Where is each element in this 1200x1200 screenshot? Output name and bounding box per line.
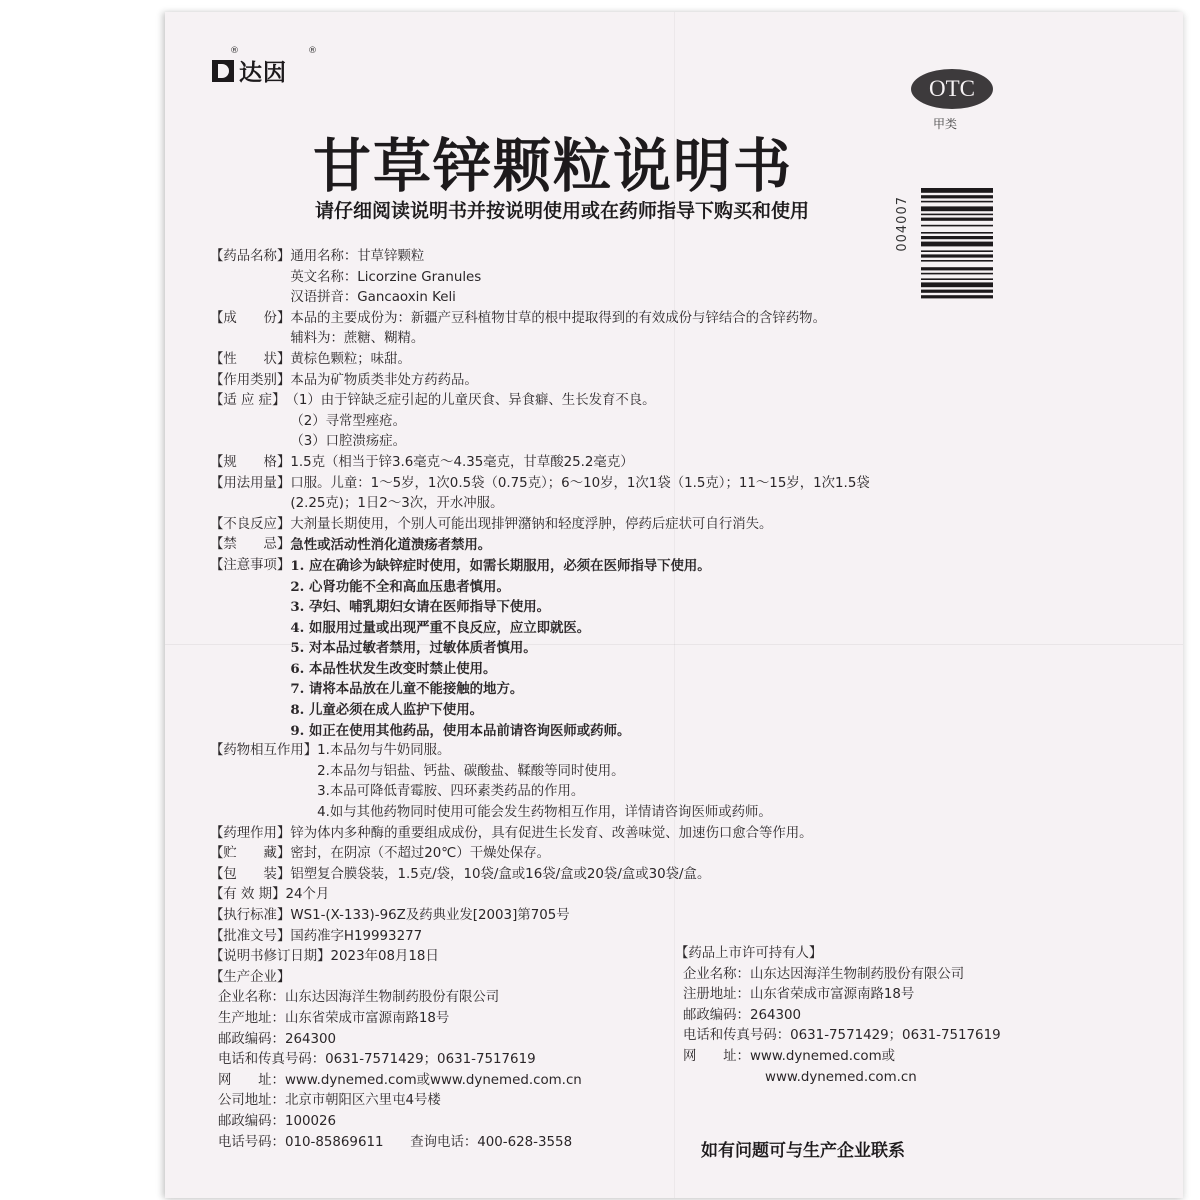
section-label: 【包 装】 (210, 866, 291, 882)
sections-list (210, 247, 970, 968)
section-value: 1.本品勿与牛奶同服。 (317, 743, 451, 759)
section-adverse (210, 515, 970, 536)
contact-field-label: 企业名称： (218, 990, 285, 1006)
section-value: 7. 请将本品放在儿童不能接触的地方。 (290, 681, 524, 698)
section-value: 密封，在阴凉（不超过20℃）干燥处保存。 (290, 846, 551, 862)
contact-field-value: 100026 (284, 1113, 337, 1129)
contact-field-label: 电话和传真号码： (218, 1052, 326, 1068)
manufacturer-label: 【生产企业】 (210, 969, 291, 985)
brand-logo (212, 46, 317, 87)
section-standard (210, 906, 970, 927)
section-label: 【用法用量】 (210, 475, 291, 491)
section-value: 通用名称：甘草锌颗粒 (290, 249, 425, 264)
brand-name: 达因 (239, 60, 287, 86)
barcode-bar (921, 232, 993, 234)
contact-field-label: 网 址： (683, 1048, 750, 1064)
otc-class: 甲类 (933, 117, 958, 131)
section-composition (210, 309, 970, 350)
holder-fields (675, 965, 1001, 1089)
section-value: 3.本品可降低青霉胺、四环素类药品的作用。 (317, 784, 585, 800)
section-interactions (210, 741, 970, 823)
contact-row (675, 1006, 1001, 1027)
otc-badge: OTC (911, 69, 993, 109)
section-label: 【规 格】 (210, 454, 291, 470)
section-label: 【适 应 症】 (210, 393, 286, 409)
section-dosage (210, 474, 970, 515)
contact-field-value: 010-85869611 查询电话：400-628-3558 (284, 1134, 573, 1150)
contact-row (675, 985, 1001, 1006)
contact-field-label: 邮政编码： (683, 1007, 750, 1023)
section-name (210, 247, 970, 309)
document-subtitle: 请仔细阅读说明书并按说明使用或在药师指导下购买和使用 (315, 200, 810, 222)
contact-row (675, 965, 1001, 986)
section-value: （3）口腔溃疡症。 (290, 434, 406, 450)
section-value: 4. 如服用过量或出现严重不良反应，应立即就医。 (290, 619, 591, 636)
contact-field-value: 山东达因海洋生物制药股份有限公司 (284, 990, 500, 1006)
section-value: 铝塑复合膜袋装，1.5克/袋，10袋/盒或16袋/盒或20袋/盒或30袋/盒。 (290, 866, 711, 882)
section-value: 口服。儿童：1～5岁，1次0.5袋（0.75克）；6～10岁，1次1袋（1.5克）；11～15岁，1次1.5袋 (290, 475, 870, 491)
barcode-bar (921, 225, 993, 227)
contact-field-label: 邮政编码： (218, 1113, 285, 1129)
registered-mark-2: ® (308, 46, 317, 56)
barcode-number: 004007 (895, 196, 910, 252)
contact-field-label: 网 址： (218, 1072, 285, 1088)
section-value: 1.5克（相当于锌3.6毫克～4.35毫克，甘草酸25.2毫克） (290, 454, 634, 470)
contact-row (210, 1112, 970, 1133)
section-label: 【成 份】 (210, 310, 291, 326)
contact-field-label: 公司地址： (218, 1093, 285, 1109)
contact-field-value: 0631-7571429；0631-7517619 (325, 1052, 536, 1068)
section-value: 6. 本品性状发生改变时禁止使用。 (290, 660, 497, 677)
section-value: 24个月 (285, 887, 330, 903)
contact-field-value: 山东省荣成市富源南路18号 (284, 1010, 450, 1026)
barcode-bar (921, 206, 993, 211)
section-label: 【批准文号】 (210, 928, 291, 944)
contact-field-value[interactable]: www.dynemed.com.cn (765, 1069, 917, 1085)
section-appearance (210, 350, 970, 371)
barcode-bar (921, 242, 993, 247)
contact-field-label: 电话和传真号码： (683, 1028, 791, 1044)
section-package (210, 865, 970, 886)
document-title: 甘草锌颗粒说明书 (313, 132, 794, 200)
holder-block (675, 944, 1001, 1088)
section-value: （2）寻常型痤疮。 (290, 413, 406, 429)
section-label: 【执行标准】 (210, 908, 291, 923)
barcode-bar (921, 214, 993, 216)
section-category (210, 371, 970, 392)
section-label: 【说明书修订日期】 (210, 949, 331, 965)
contact-field-value[interactable]: www.dynemed.com或www.dynemed.com.cn (284, 1072, 582, 1088)
section-indications (210, 391, 970, 453)
section-value: 汉语拼音：Gancaoxin Keli (290, 290, 456, 306)
section-value: 2023年08月18日 (330, 949, 439, 965)
section-precautions (210, 556, 970, 741)
section-value: 4.如与其他药物同时使用可能会发生药物相互作用，详情请咨询医师或药师。 (317, 805, 772, 821)
contact-field-value: 0631-7571429；0631-7517619 (790, 1028, 1001, 1044)
section-label: 【不良反应】 (210, 516, 291, 532)
section-value: 锌为体内多种酶的重要组成成份，具有促进生长发育、改善味觉、加速伤口愈合等作用。 (290, 825, 813, 841)
section-label: 【禁 忌】 (210, 537, 291, 553)
brand-logo-icon (212, 60, 234, 82)
contact-field-value: 北京市朝阳区六里屯4号楼 (284, 1093, 441, 1109)
section-label: 【贮 藏】 (210, 846, 291, 862)
section-specification (210, 453, 970, 474)
section-value: 急性或活动性消化道溃疡者禁用。 (290, 537, 492, 554)
barcode-bar (921, 195, 993, 198)
section-value: 本品为矿物质类非处方药药品。 (290, 372, 478, 388)
section-validity (210, 885, 970, 906)
section-pharmacology (210, 824, 970, 845)
section-value: 9. 如正在使用其他药品，使用本品前请咨询医师或药师。 (290, 722, 631, 739)
section-value: 2. 心肾功能不全和高血压患者慎用。 (290, 578, 510, 595)
section-value: 2.本品勿与铝盐、钙盐、碳酸盐、鞣酸等同时使用。 (317, 763, 625, 779)
section-value: 1. 应在确诊为缺锌症时使用，如需长期服用，必须在医师指导下使用。 (290, 557, 711, 574)
contact-field-value: 山东省荣成市富源南路18号 (749, 987, 915, 1003)
contact-field-label: 邮政编码： (218, 1031, 285, 1047)
contact-field-value: 264300 (749, 1007, 802, 1023)
section-label: 【药物相互作用】 (210, 743, 318, 759)
section-storage (210, 844, 970, 865)
section-label: 【性 状】 (210, 351, 291, 367)
section-value: （1）由于锌缺乏症引起的儿童厌食、异食癖、生长发育不良。 (285, 393, 656, 409)
section-label: 【药理作用】 (210, 825, 291, 841)
section-value: 国药准字H19993277 (290, 928, 423, 944)
section-label: 【作用类别】 (210, 372, 291, 388)
barcode-bar (921, 201, 993, 203)
section-value: 本品的主要成份为：新疆产豆科植物甘草的根中提取得到的有效成份与锌结合的含锌药物。 (290, 310, 826, 326)
contact-field-label: 注册地址： (683, 987, 750, 1003)
leaflet-sheet (165, 12, 1183, 1198)
contact-field-label: 企业名称： (683, 966, 750, 982)
section-value: 辅料为：蔗糖、糊精。 (290, 331, 425, 347)
section-label: 【药品名称】 (210, 249, 291, 264)
contact-field-label: 电话号码： (218, 1134, 285, 1150)
contact-field-label: 生产地址： (218, 1010, 285, 1026)
contact-field-value: 山东达因海洋生物制药股份有限公司 (749, 966, 965, 982)
section-value: 8. 儿童必须在成人监护下使用。 (290, 702, 484, 719)
section-label: 【有 效 期】 (210, 887, 286, 903)
barcode-bar (921, 218, 993, 221)
barcode-bar (921, 188, 993, 193)
section-value: 英文名称：Licorzine Granules (290, 269, 482, 285)
section-value: WS1-(X-133)-96Z及药典业发[2003]第705号 (290, 908, 570, 923)
section-value: 大剂量长期使用，个别人可能出现排钾潴钠和轻度浮肿，停药后症状可自行消失。 (290, 516, 773, 532)
barcode-bar (921, 236, 993, 239)
section-value: 5. 对本品过敏者禁用，过敏体质者慎用。 (290, 640, 537, 657)
contact-row (675, 1047, 1001, 1068)
section-contraindications (210, 535, 970, 556)
section-label: 【注意事项】 (210, 557, 291, 573)
holder-label: 【药品上市许可持有人】 (675, 946, 823, 961)
contact-field-value[interactable]: www.dynemed.com或 (749, 1048, 896, 1064)
section-value: 黄棕色颗粒；味甜。 (290, 351, 411, 367)
contact-field-value: 264300 (284, 1031, 337, 1047)
contact-row (675, 1068, 1001, 1089)
contact-row (210, 1091, 970, 1112)
section-value: 3. 孕妇、哺乳期妇女请在医师指导下使用。 (290, 599, 551, 616)
section-value: (2.25克)；1日2～3次，开水冲服。 (290, 496, 504, 512)
contact-note: 如有问题可与生产企业联系 (701, 1141, 905, 1161)
contact-field-label (683, 1068, 765, 1089)
contact-row (675, 1026, 1001, 1047)
registered-mark: ® (230, 46, 239, 56)
